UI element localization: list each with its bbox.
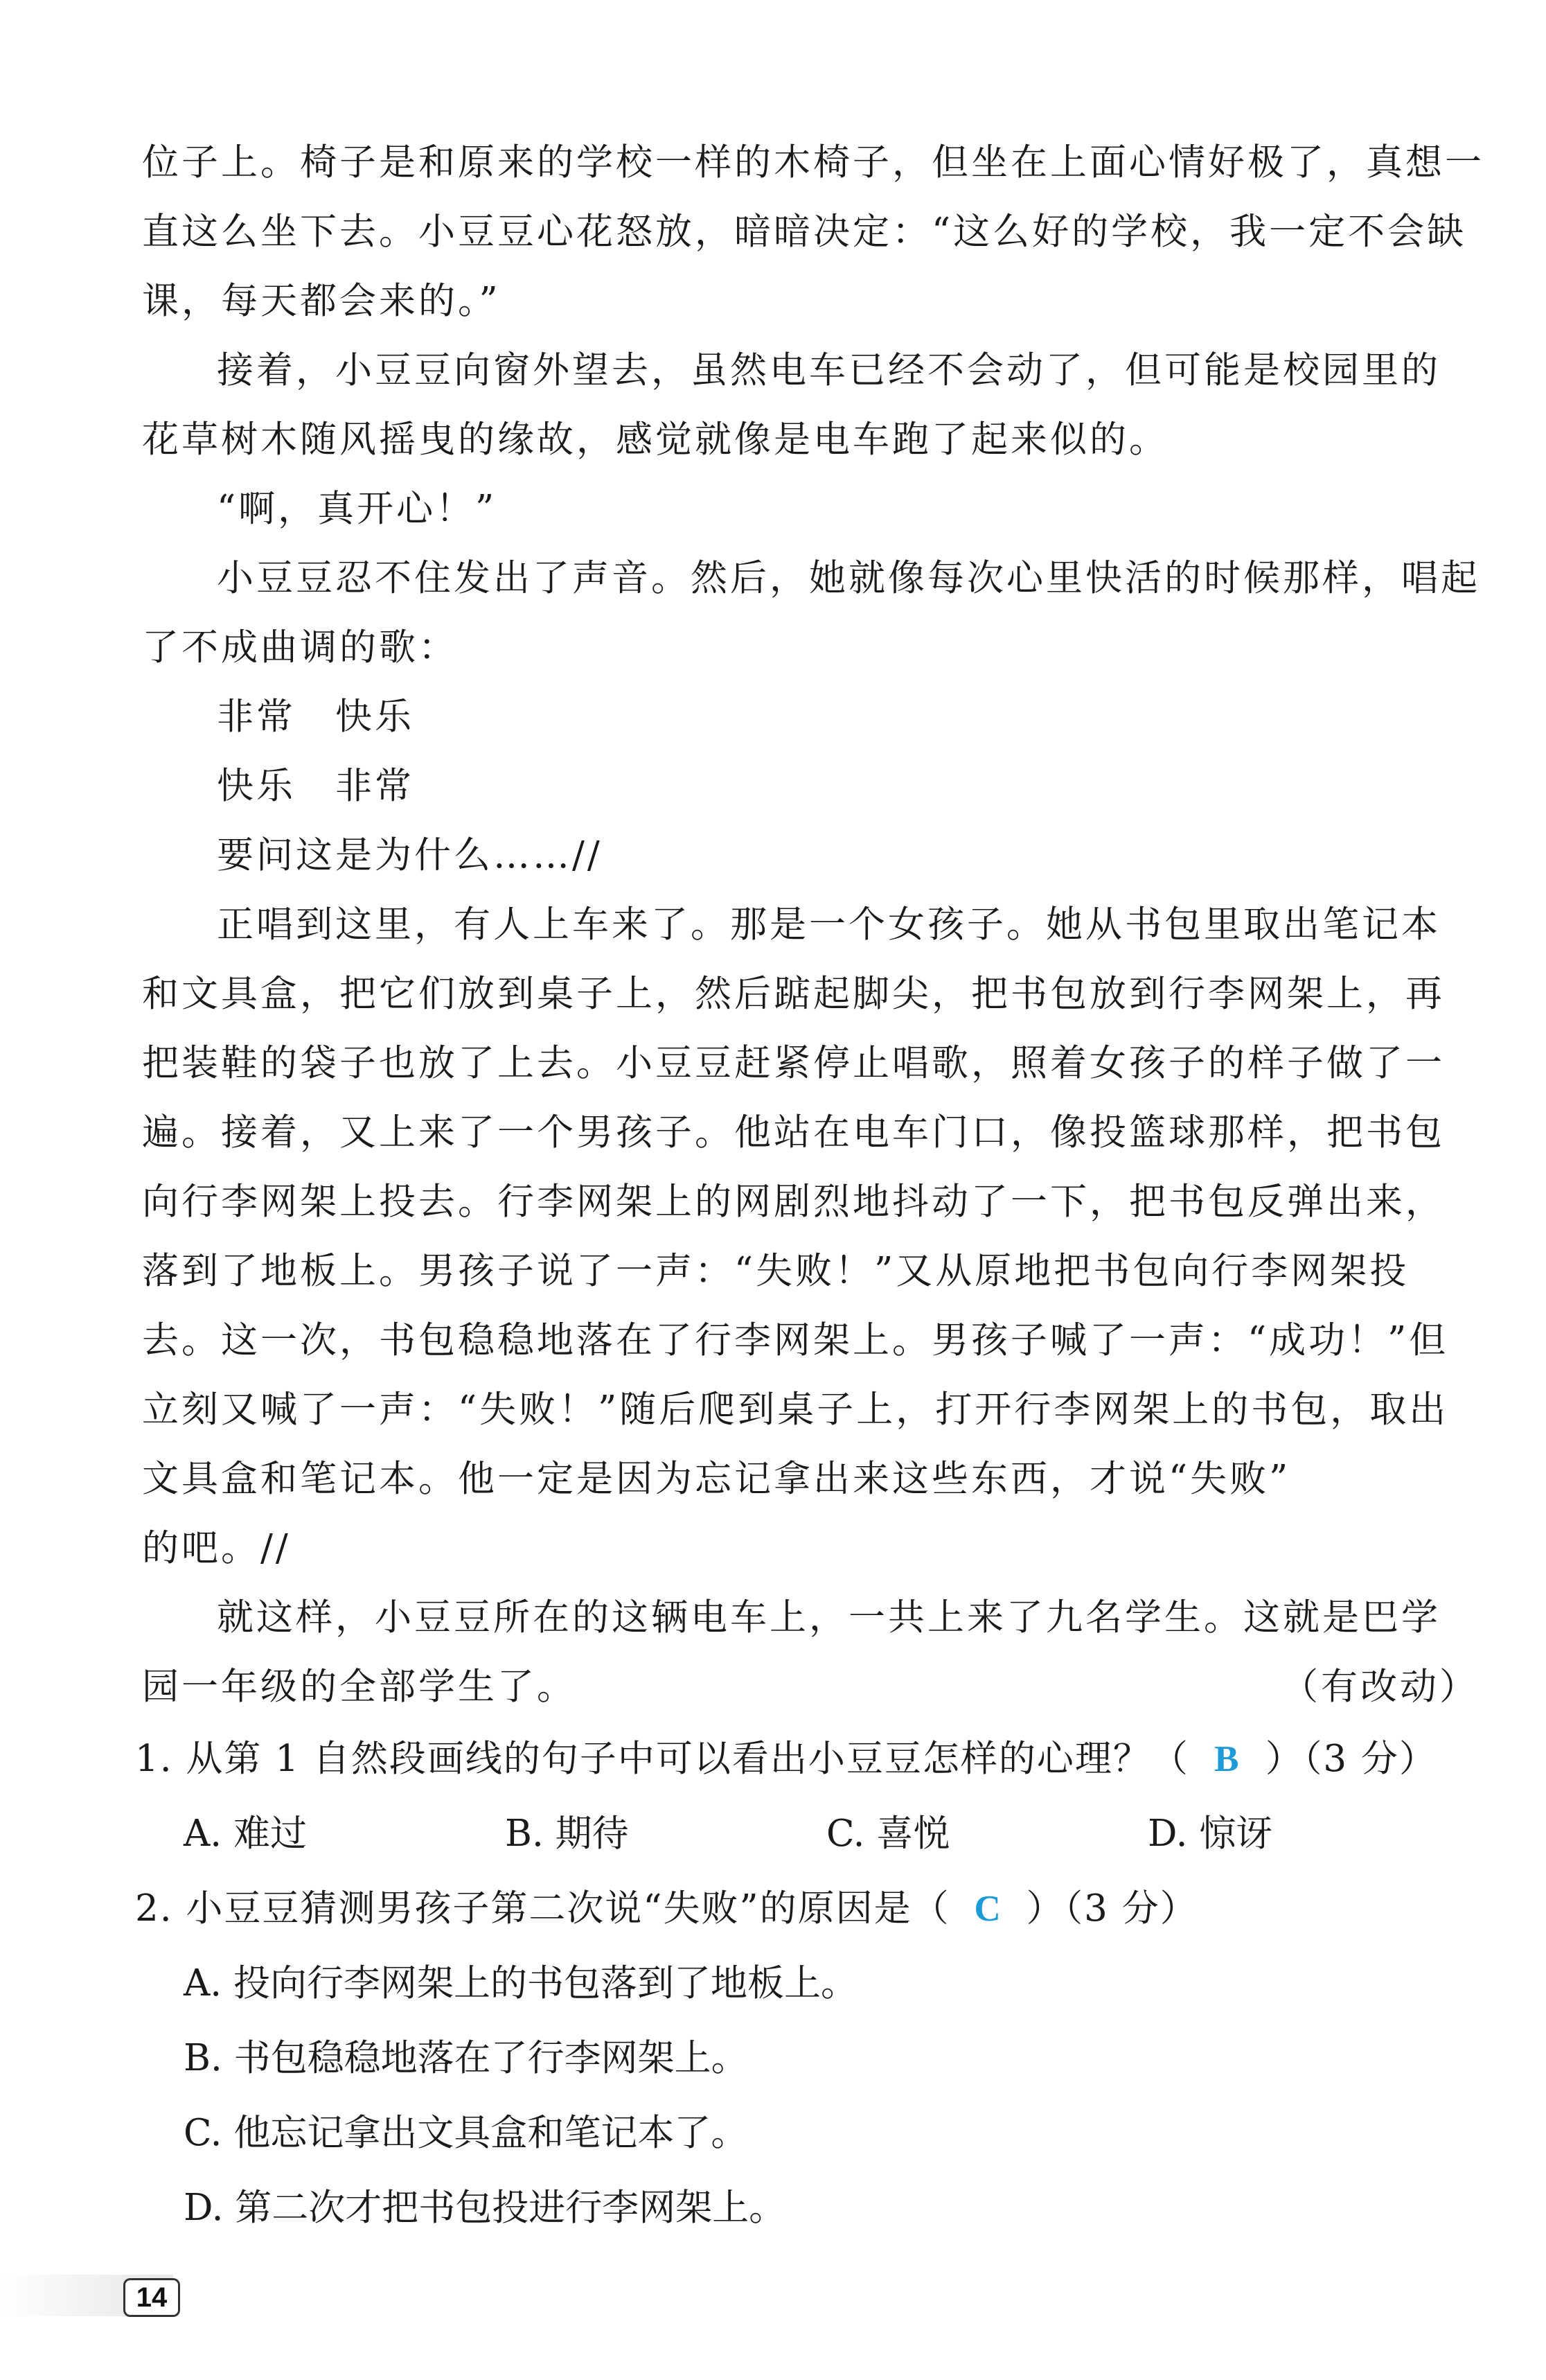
source-note: （有改动）: [1281, 1666, 1479, 1708]
passage-line: 正唱到这里，有人上车来了。那是一个女孩子。她从书包里取出笔记本: [217, 903, 1441, 946]
song-line: 非常 快乐: [217, 696, 414, 738]
option-d: D. 第二次才把书包投进行李网架上。: [184, 2187, 786, 2229]
passage-line: 立刻又喊了一声：“失败！”随后爬到桌子上，打开行李网架上的书包，取出: [142, 1389, 1449, 1431]
passage-line: 位子上。椅子是和原来的学校一样的木椅子，但坐在上面心情好极了，真想一: [142, 141, 1484, 184]
document-page: [135, 128, 1484, 2246]
option-b: B. 书包稳稳地落在了行李网架上。: [184, 2037, 748, 2079]
option-d: D. 惊讶: [1148, 1813, 1273, 1855]
passage-line: 小豆豆忍不住发出了声音。然后，她就像每次心里快活的时候那样，唱起: [217, 557, 1480, 599]
option-b: B. 期待: [505, 1813, 629, 1855]
song-line: 要问这是为什么……//: [217, 834, 603, 876]
passage-line: 就这样，小豆豆所在的这辆电车上，一共上来了九名学生。这就是巴学: [217, 1596, 1441, 1639]
question-stem: 2. 小豆豆猜测男孩子第二次说“失败”的原因是（: [135, 1887, 950, 1930]
question-score: ）（3 分）: [1026, 1887, 1198, 1930]
passage-line: 花草树木随风摇曳的缘故，感觉就像是电车跑了起来似的。: [142, 418, 1169, 461]
passage-line: 向行李网架上投去。行李网架上的网剧烈地抖动了一下，把书包反弹出来，: [142, 1181, 1445, 1223]
passage-line: “啊，真开心！”: [217, 488, 497, 530]
passage-line: 的吧。//: [142, 1527, 291, 1569]
passage-line: 园一年级的全部学生了。: [142, 1666, 576, 1708]
passage-line: 文具盒和笔记本。他一定是因为忘记拿出来这些东西，才说“失败”: [142, 1458, 1291, 1500]
passage-line: 去。这一次，书包稳稳地落在了行李网架上。男孩子喊了一声：“成功！”但: [142, 1319, 1449, 1361]
passage-line: 直这么坐下去。小豆豆心花怒放，暗暗决定：“这么好的学校，我一定不会缺: [142, 211, 1467, 253]
option-c: C. 他忘记拿出文具盒和笔记本了。: [184, 2112, 748, 2154]
passage-line: 课，每天都会来的。”: [142, 280, 501, 322]
question-1-options: [142, 1797, 1479, 1871]
option-c: C. 喜悦: [826, 1813, 950, 1855]
question-2: [135, 1871, 1479, 1946]
passage-line: 遍。接着，又上来了一个男孩子。他站在电车门口，像投篮球那样，把书包: [142, 1111, 1445, 1154]
passage-last-line: [142, 1652, 1479, 1722]
song-line: 快乐 非常: [217, 765, 414, 807]
passage-line: 了不成曲调的歌：: [142, 626, 458, 669]
question-1: [135, 1722, 1479, 1797]
answer-mark: C: [974, 1889, 1002, 1929]
passage-line: 接着，小豆豆向窗外望去，虽然电车已经不会动了，但可能是校园里的: [217, 349, 1441, 391]
page-number: 14: [123, 2278, 180, 2317]
question-stem: 1. 从第 1 自然段画线的句子中可以看出小豆豆怎样的心理？（: [135, 1738, 1189, 1780]
option-a: A. 难过: [184, 1813, 307, 1855]
option-a: A. 投向行李网架上的书包落到了地板上。: [184, 1962, 858, 2004]
passage-line: 和文具盒，把它们放到桌子上，然后踮起脚尖，把书包放到行李网架上，再: [142, 973, 1445, 1015]
passage-line: 落到了地板上。男孩子说了一声：“失败！”又从原地把书包向行李网架投: [142, 1250, 1410, 1292]
answer-mark: B: [1214, 1739, 1241, 1779]
question-score: ）（3 分）: [1265, 1738, 1437, 1780]
passage-line: 把装鞋的袋子也放了上去。小豆豆赶紧停止唱歌，照着女孩子的样子做了一: [142, 1042, 1445, 1084]
